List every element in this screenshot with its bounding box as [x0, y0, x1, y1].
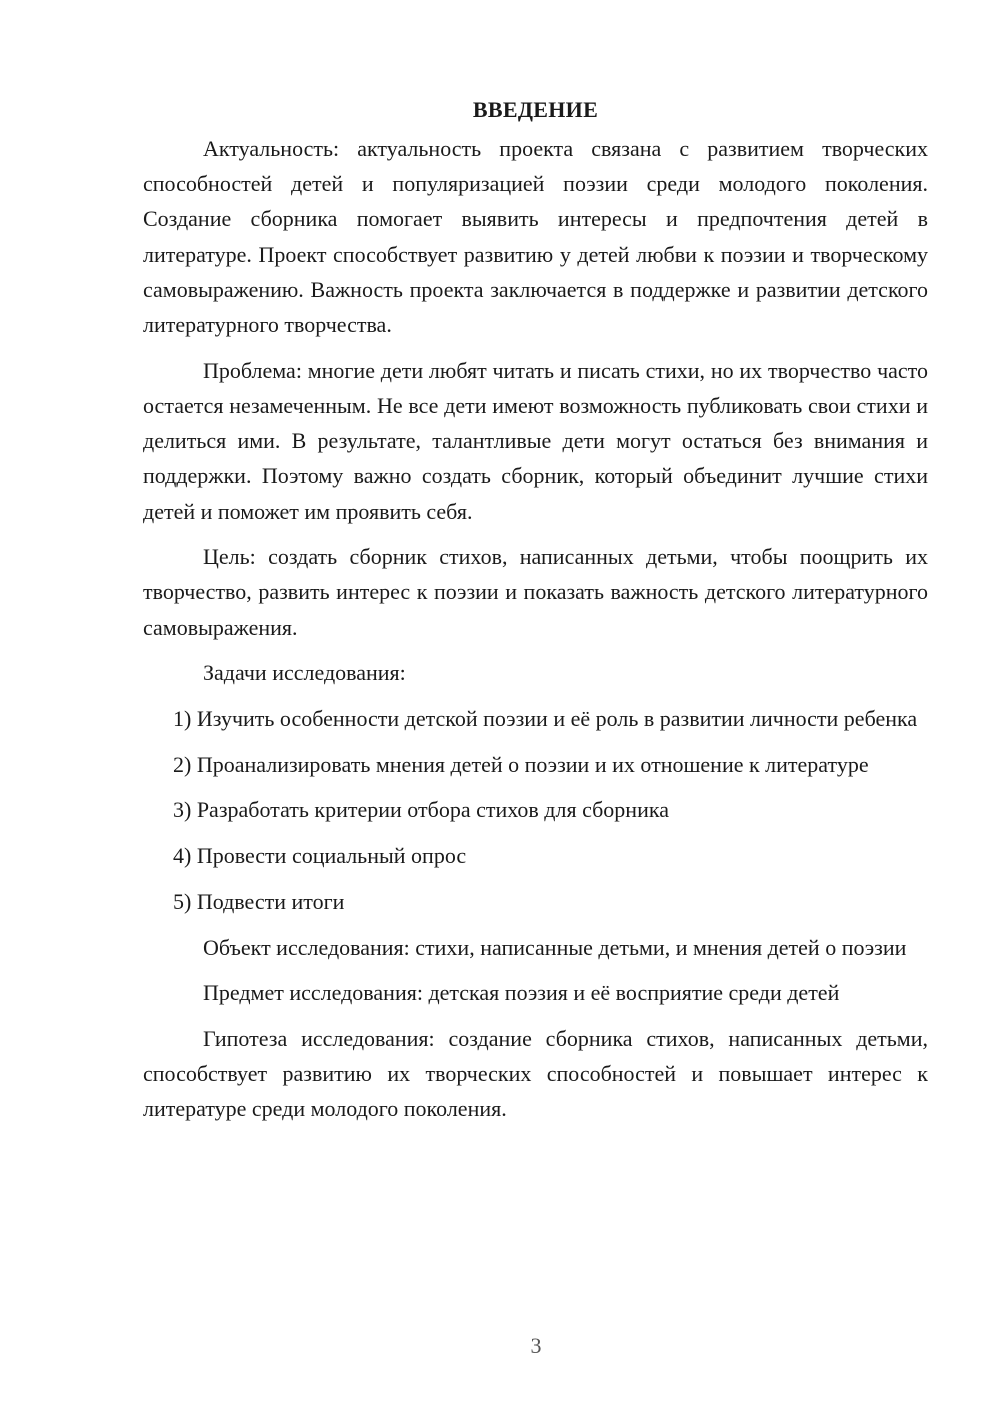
tasks-title: Задачи исследования: [203, 660, 406, 686]
task-item-4: 4) Провести социальный опрос [173, 843, 467, 869]
task-item-5: 5) Подвести итоги [173, 888, 345, 914]
page-title: ВВЕДЕНИЕ [472, 97, 599, 122]
problem-paragraph: Проблема: многие дети любят читать и писать стихи, но их творчество часто остается незамеченным. Не все дети имеют возможность публиковать свои стихи и делиться ими. В результате, талантливые дети могут остаться без внимания и поддержки. Поэтому важно создать сборник, который объединит лучшие стихи детей и поможет им проявить себя. [143, 357, 928, 524]
task-item-2: 2) Проанализировать мнения детей о поэзии и их отношение к литературе [173, 751, 869, 777]
hypothesis-paragraph: Гипотеза исследования: создание сборника стихов, написанных детьми, способствует развитию их творческих способностей и повышает интерес к литературе среди молодого поколения. [143, 1025, 928, 1122]
page-number: 3 [530, 1333, 542, 1358]
object-paragraph: Объект исследования: стихи, написанные детьми, и мнения детей о поэзии [203, 934, 907, 960]
task-item-1: 1) Изучить особенности детской поэзии и её роль в развитии личности ребенка [173, 706, 918, 732]
relevance-paragraph: Актуальность: актуальность проекта связана с развитием творческих способностей детей и популяризацией поэзии среди молодого поколения. Создание сборника помогает выявить интересы и предпочтения детей в литературе. Проект способствует развитию у детей любви к поэзии и творческому самовыражению. Важность проекта заключается в поддержке и развитии детского литературного творчества. [143, 136, 928, 338]
goal-paragraph: Цель: создать сборник стихов, написанных детьми, чтобы поощрить их творчество, развить интерес к поэзии и показать важность детского литературного самовыражения. [143, 544, 928, 640]
subject-paragraph: Предмет исследования: детская поэзия и её восприятие среди детей [203, 980, 840, 1006]
task-item-3: 3) Разработать критерии отбора стихов для сборника [173, 797, 669, 823]
document-page [143, 92, 928, 1137]
